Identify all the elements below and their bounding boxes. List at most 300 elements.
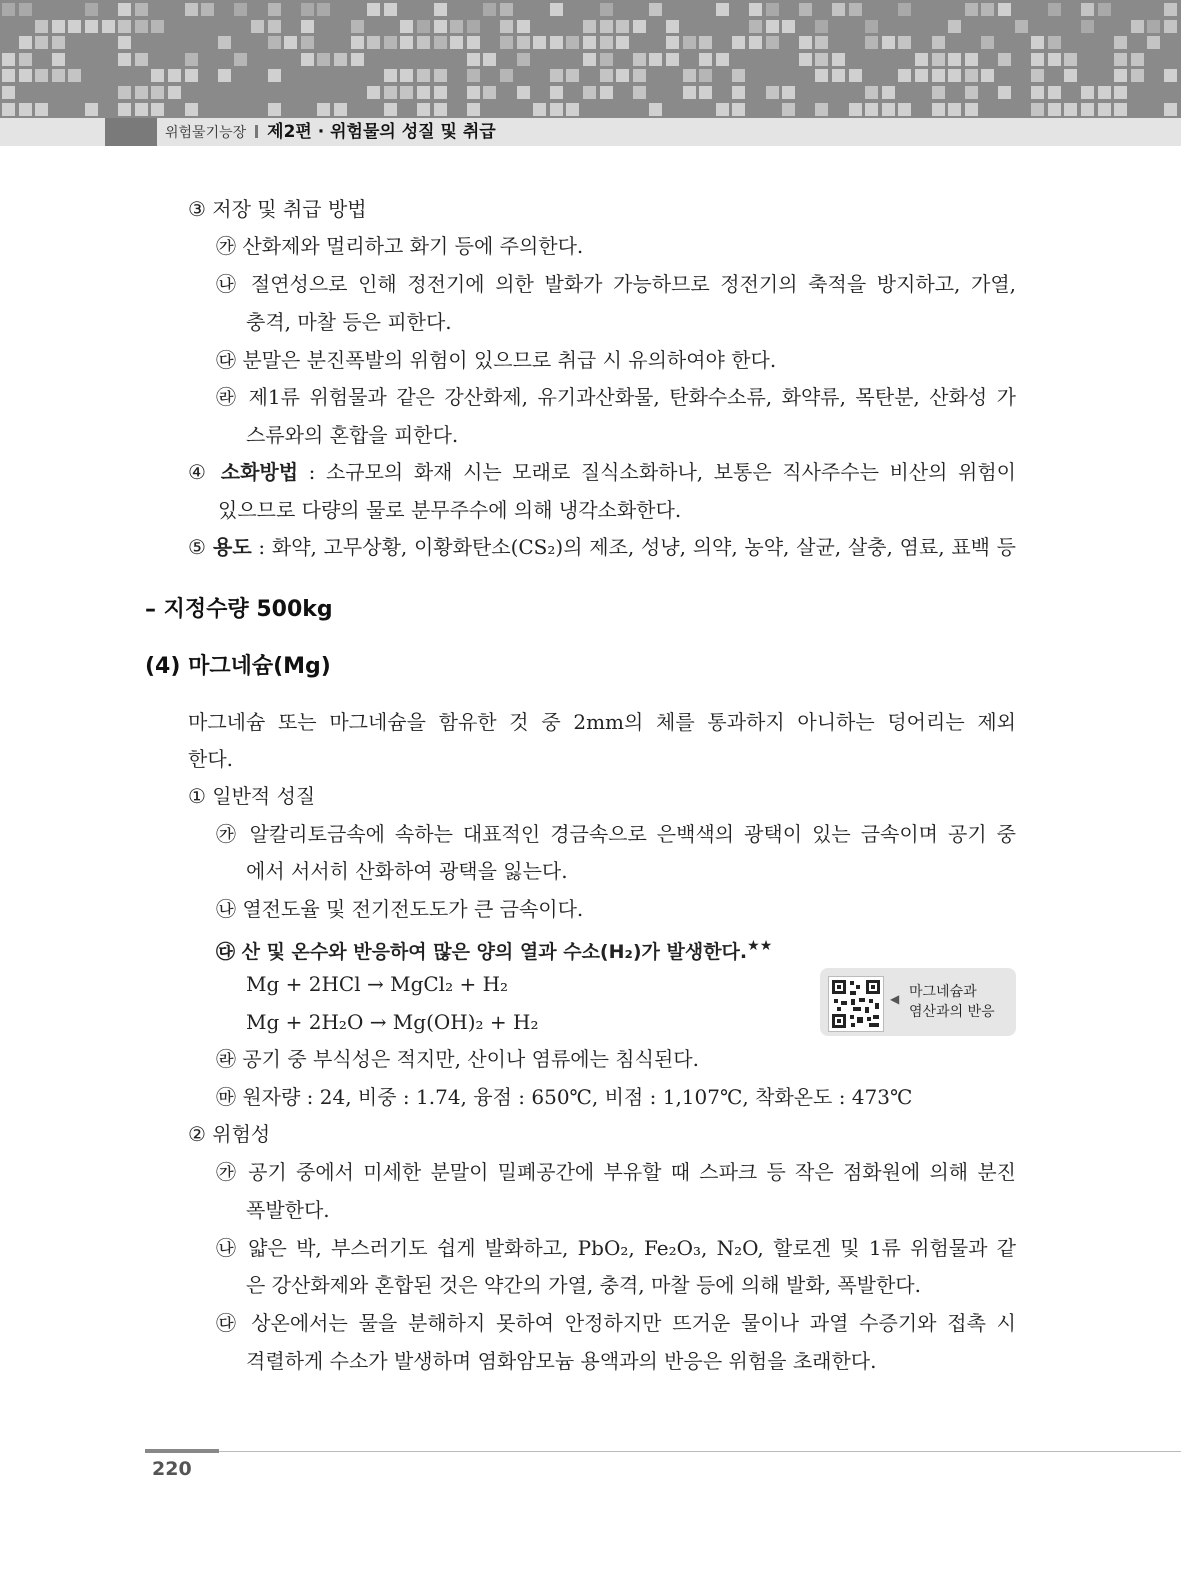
header-pattern-tile [1164,20,1177,33]
header-pattern-tile [882,86,895,99]
header-pattern-tile [467,36,480,49]
header-pattern-tile [1031,69,1044,82]
header-pattern-tile [52,36,65,49]
header-pattern-tile [218,69,231,82]
header-pattern-tile [467,86,480,99]
magnesium-heading: (4) 마그네슘(Mg) [145,654,331,679]
header-pattern-tile [766,20,779,33]
header-pattern-tile [716,103,729,116]
header-pattern-tile [633,69,646,82]
header-pattern-tile [52,20,65,33]
header-pattern-tile [616,36,629,49]
header-pattern-tile [450,20,463,33]
header-pattern-tile [35,103,48,116]
header-pattern-tile [1064,69,1077,82]
header-pattern-tile [301,3,314,16]
properties-item-na: ㉯ 열전도율 및 전기전도도가 큰 금속이다. [216,897,584,921]
pointer-arrow-icon: ◀ [890,992,900,1006]
header-pattern [0,0,1181,120]
header-pattern-tile [633,86,646,99]
header-pattern-tile [1031,53,1044,66]
header-pattern-tile [201,3,214,16]
header-pattern-tile [500,36,513,49]
header-pattern-tile [965,53,978,66]
header-pattern-tile [616,69,629,82]
usage-line [188,533,1016,561]
header-pattern-tile [782,86,795,99]
header-pattern-tile [782,103,795,116]
header-pattern-tile [135,103,148,116]
header-pattern-tile [948,20,961,33]
storage-item-da: ㉰ 분말은 분진폭발의 위험이 있으므로 취급 시 유의하여야 한다. [216,348,777,372]
header-pattern-tile [1164,69,1177,82]
header-pattern-tile [600,36,613,49]
section-title: 저장 및 취급 방법 [212,197,367,221]
magnesium-intro-line2: 한다. [188,747,233,771]
header-pattern-tile [616,20,629,33]
header-pattern-tile [699,86,712,99]
header-pattern-tile [434,36,447,49]
header-pattern-tile [135,53,148,66]
header-pattern-tile [683,36,696,49]
header-pattern-tile [898,3,911,16]
header-pattern-tile [566,103,579,116]
header-pattern-tile [268,69,281,82]
header-pattern-tile [583,53,596,66]
header-pattern-tile [898,103,911,116]
header-pattern-tile [400,69,413,82]
header-pattern-tile [815,36,828,49]
hazard-item-ga-line2: 폭발한다. [246,1198,330,1222]
equation-water: Mg + 2H₂O → Mg(OH)₂ + H₂ [246,1010,539,1034]
header-pattern-tile [185,103,198,116]
header-pattern-tile [467,53,480,66]
header-pattern-tile [948,103,961,116]
header-pattern-tile [1081,103,1094,116]
header-pattern-tile [185,3,198,16]
header-pattern-tile [483,86,496,99]
header-pattern-tile [384,69,397,82]
header-pattern-tile [268,36,281,49]
header-pattern-tile [1081,3,1094,16]
header-pattern-tile [815,69,828,82]
header-pattern-tile [666,53,679,66]
storage-item-na-line1: ㉯ 절연성으로 인해 정전기에 의한 발화가 가능하므로 정전기의 축적을 방지하고, 가열, [216,272,1016,296]
footer-accent [145,1449,219,1453]
header-pattern-tile [815,20,828,33]
header-pattern-tile [915,69,928,82]
header-pattern-tile [550,69,563,82]
header-pattern-tile [932,53,945,66]
header-pattern-tile [998,3,1011,16]
header-pattern-tile [334,103,347,116]
header-pattern-tile [351,20,364,33]
hazard-item-da-line1: ㉰ 상온에서는 물을 분해하지 못하여 안정하지만 뜨거운 물이나 과열 수증기와 접촉 시 [216,1311,1016,1335]
section-number: ③ [188,197,206,221]
header-pattern-tile [500,3,513,16]
header-pattern-tile [52,69,65,82]
header-pattern-tile [600,3,613,16]
header-pattern-tile [218,36,231,49]
header-pattern-tile [1015,20,1028,33]
properties-item-ga-line2: 에서 서서히 산화하여 광택을 잃는다. [246,859,568,883]
header-pattern-tile [666,36,679,49]
header-pattern-tile [35,36,48,49]
header-pattern-tile [981,69,994,82]
header-pattern-tile [151,103,164,116]
section-storage-heading [188,195,367,223]
header-pattern-tile [1048,103,1061,116]
header-pattern-tile [832,69,845,82]
header-pattern-tile [799,36,812,49]
header-pattern-tile [384,86,397,99]
header-pattern-tile [600,53,613,66]
header-pattern-tile [699,36,712,49]
header-pattern-tile [417,20,430,33]
magnesium-intro-line1: 마그네슘 또는 마그네슘을 함유한 것 중 2mm의 체를 통과하지 아니하는 덩어리는 제외 [188,710,1016,734]
header-pattern-tile [185,69,198,82]
header-pattern-tile [2,69,15,82]
header-pattern-tile [118,3,131,16]
header-pattern-tile [633,20,646,33]
header-pattern-tile [185,53,198,66]
header-pattern-tile [898,69,911,82]
header-pattern-tile [85,3,98,16]
header-pattern-tile [317,53,330,66]
equation-hcl: Mg + 2HCl → MgCl₂ + H₂ [246,972,509,996]
header-pattern-tile [102,20,115,33]
header-pattern-tile [1164,3,1177,16]
header-pattern-tile [948,69,961,82]
header-pattern-tile [1064,53,1077,66]
header-pattern-tile [19,103,32,116]
properties-item-da [216,932,772,966]
storage-item-ga: ㉮ 산화제와 멀리하고 화기 등에 주의한다. [216,234,584,258]
importance-stars: ★★ [747,938,773,954]
header-pattern-tile [19,36,32,49]
header-pattern-tile [766,3,779,16]
storage-item-ra-line2: 스류와의 혼합을 피한다. [246,423,459,447]
header-pattern-tile [932,103,945,116]
header-pattern-tile [85,103,98,116]
header-pattern-tile [301,53,314,66]
header-pattern-tile [52,53,65,66]
header-pattern-tile [517,86,530,99]
header-pattern-tile [317,103,330,116]
header-pattern-tile [649,3,662,16]
running-header [165,121,496,144]
header-pattern-tile [716,53,729,66]
header-pattern-tile [268,103,281,116]
header-pattern-tile [965,103,978,116]
header-pattern-tile [732,36,745,49]
header-pattern-tile [749,36,762,49]
header-pattern-tile [699,69,712,82]
usage-label: 용도 [213,535,252,559]
header-pattern-tile [334,53,347,66]
header-pattern-tile [483,53,496,66]
header-pattern-tile [832,53,845,66]
header-pattern-tile [566,69,579,82]
header-pattern-tile [583,36,596,49]
properties-item-ra: ㉱ 공기 중 부식성은 적지만, 산이나 염류에는 침식된다. [216,1047,699,1071]
header-pattern-tile [1098,3,1111,16]
header-pattern-tile [882,103,895,116]
header-pattern-tile [799,3,812,16]
header-pattern-tile [1098,103,1111,116]
header-pattern-tile [1048,3,1061,16]
hazard-item-ga-line1: ㉮ 공기 중에서 미세한 분말이 밀폐공간에 부유할 때 스파크 등 작은 점화원에 의해 분진 [216,1160,1016,1184]
header-pattern-tile [2,86,15,99]
header-pattern-tile [517,53,530,66]
header-pattern-tile [168,69,181,82]
header-pattern-tile [268,20,281,33]
header-pattern-tile [583,86,596,99]
header-pattern-tile [1114,53,1127,66]
header-pattern-tile [400,36,413,49]
header-pattern-tile [1114,86,1127,99]
header-pattern-tile [1147,36,1160,49]
header-pattern-tile [732,69,745,82]
header-pattern-tile [400,20,413,33]
header-pattern-tile [716,3,729,16]
header-pattern-tile [998,53,1011,66]
header-pattern-tile [533,103,546,116]
header-pattern-tile [85,20,98,33]
header-pattern-tile [766,36,779,49]
header-pattern-tile [965,3,978,16]
header-pattern-tile [815,53,828,66]
header-pattern-tile [1114,69,1127,82]
properties-item-ma: ㉲ 원자량 : 24, 비중 : 1.74, 융점 : 650℃, 비점 : 1,107℃, 착화온도 : 473℃ [216,1085,913,1109]
section-title: 일반적 성질 [212,784,316,808]
header-separator [255,125,258,138]
header-pattern-tile [882,36,895,49]
header-pattern-tile [301,20,314,33]
header-pattern-tile [384,103,397,116]
header-pattern-tile [500,69,513,82]
header-pattern-tile [1031,103,1044,116]
header-pattern-tile [732,86,745,99]
header-pattern-tile [932,36,945,49]
storage-item-ra-line1: ㉱ 제1류 위험물과 같은 강산화제, 유기과산화물, 탄화수소류, 화약류, 목탄분, 산화성 가 [216,385,1016,409]
header-pattern-tile [865,103,878,116]
header-pattern-tile [467,69,480,82]
general-properties-heading [188,782,315,810]
header-pattern-tile [135,3,148,16]
properties-item-ga-line1: ㉮ 알칼리토금속에 속하는 대표적인 경금속으로 은백색의 광택이 있는 금속이며 공기 중 [216,822,1016,846]
header-pattern-tile [965,86,978,99]
header-pattern-tile [932,69,945,82]
section-number: ① [188,784,206,808]
header-pattern-tile [367,86,380,99]
header-pattern-tile [1064,103,1077,116]
designated-quantity: – 지정수량 500kg [145,597,333,622]
header-pattern-tile [1131,53,1144,66]
header-pattern-tile [234,3,247,16]
footer-rule [145,1451,1181,1452]
header-pattern-tile [434,20,447,33]
hazard-item-na-line2: 은 강산화제와 혼합된 것은 약간의 가열, 충격, 마찰 등에 의해 발화, 폭발한다. [246,1273,921,1297]
qr-label-line1: 마그네슘과 [909,984,977,1000]
header-pattern-tile [633,53,646,66]
extinguishing-text: : 소규모의 화재 시는 모래로 질식소화하나, 보통은 직사주수는 비산의 위험이 [298,460,1016,484]
header-pattern-tile [1114,36,1127,49]
header-pattern-tile [351,36,364,49]
header-pattern-tile [649,103,662,116]
header-pattern-tile [68,20,81,33]
header-pattern-tile [1164,103,1177,116]
header-pattern-tile [1081,20,1094,33]
header-pattern-tile [118,20,131,33]
qr-code-icon[interactable] [828,976,884,1032]
header-pattern-tile [981,3,994,16]
header-pattern-tile [467,103,480,116]
header-pattern-tile [35,20,48,33]
header-pattern-tile [118,86,131,99]
qr-label-line2: 염산과의 반응 [909,1004,995,1020]
header-pattern-tile [981,36,994,49]
header-pattern-tile [749,20,762,33]
header-pattern-tile [1131,69,1144,82]
header-pattern-tile [1147,20,1160,33]
page-number: 220 [152,1458,192,1480]
qr-reference-box[interactable] [820,968,1016,1036]
header-pattern-tile [135,20,148,33]
header-pattern-tile [151,20,164,33]
header-pattern-tile [2,53,15,66]
header-pattern-tile [583,20,596,33]
header-pattern-tile [168,86,181,99]
header-pattern-tile [915,53,928,66]
header-pattern-tile [19,53,32,66]
header-pattern-tile [550,36,563,49]
section-number: ④ [188,460,211,484]
header-pattern-tile [35,69,48,82]
header-pattern-tile [118,36,131,49]
header-pattern-tile [1131,20,1144,33]
section-number: ② [188,1122,206,1146]
header-pattern-tile [600,69,613,82]
header-pattern-tile [600,86,613,99]
header-pattern-tile [699,53,712,66]
hazard-item-da-line2: 격렬하게 수소가 발생하며 염화암모늄 용액과의 반응은 위험을 초래한다. [246,1349,877,1373]
extinguishing-label: 소화방법 [220,460,299,484]
header-pattern-tile [417,86,430,99]
header-pattern-tile [118,53,131,66]
header-pattern-tile [865,86,878,99]
header-pattern-tile [566,36,579,49]
header-pattern-tile [151,69,164,82]
header-pattern-tile [965,69,978,82]
header-pattern-tile [865,36,878,49]
header-pattern-tile [1098,86,1111,99]
header-pattern-tile [550,86,563,99]
qr-label[interactable] [909,982,1009,1022]
header-pattern-tile [1114,103,1127,116]
book-title: 위험물기능장 [165,125,247,141]
header-pattern-tile [417,69,430,82]
header-pattern-tile [317,3,330,16]
header-pattern-tile [683,86,696,99]
header-pattern-tile [550,103,563,116]
header-pattern-tile [815,103,828,116]
header-pattern-tile [135,86,148,99]
header-pattern-tile [19,69,32,82]
header-pattern-tile [467,20,480,33]
header-pattern-tile [234,53,247,66]
header-pattern-tile [666,20,679,33]
hazard-item-na-line1: ㉯ 얇은 박, 부스러기도 쉽게 발화하고, PbO₂, Fe₂O₃, N₂O, 할로겐 및 1류 위험물과 같 [216,1236,1016,1260]
header-pattern-tile [550,3,563,16]
header-pattern-tile [517,20,530,33]
section-title: 위험성 [212,1122,271,1146]
header-pattern-tile [384,3,397,16]
header-pattern-tile [998,86,1011,99]
header-pattern-tile [450,36,463,49]
header-pattern-tile [1081,86,1094,99]
usage-text: : 화약, 고무상황, 이황화탄소(CS₂)의 제조, 성냥, 의약, 농약, 살균, 살충, 염료, 표백 등 [251,535,1017,559]
header-pattern-tile [367,36,380,49]
header-pattern-tile [898,36,911,49]
header-pattern-tile [400,86,413,99]
section-number: ⑤ [188,535,207,559]
header-pattern-tile [782,20,795,33]
extinguishing-line2: 있으므로 다량의 물로 분무주수에 의해 냉각소화한다. [218,498,682,522]
header-pattern-tile [417,103,430,116]
header-pattern-tile [483,3,496,16]
header-pattern-tile [351,53,364,66]
header-pattern-tile [434,86,447,99]
header-pattern-tile [1048,86,1061,99]
header-pattern-tile [417,36,430,49]
header-pattern-tile [533,36,546,49]
header-pattern-tile [799,53,812,66]
header-pattern-tile [1031,86,1044,99]
header-pattern-tile [865,20,878,33]
header-pattern-tile [68,69,81,82]
header-pattern-tile [268,3,281,16]
header-pattern-tile [19,3,32,16]
header-pattern-tile [849,103,862,116]
header-pattern-tile [1048,36,1061,49]
header-pattern-tile [832,3,845,16]
header-pattern-tile [367,3,380,16]
header-pattern-tile [849,69,862,82]
header-pattern-tile [284,36,297,49]
storage-item-na-line2: 충격, 마찰 등은 피한다. [246,310,452,334]
header-pattern-tile [732,103,745,116]
header-pattern-tile [434,3,447,16]
header-pattern-tile [2,103,15,116]
header-pattern-tile [932,86,945,99]
header-pattern-tile [683,69,696,82]
header-pattern-tile [600,20,613,33]
header-pattern-tile [649,53,662,66]
extinguishing-line1 [188,458,1016,486]
header-pattern-tile [384,36,397,49]
header-pattern-tile [2,3,15,16]
header-pattern-tile [948,53,961,66]
header-pattern-tile [434,103,447,116]
header-pattern-tile [517,36,530,49]
chapter-title: 제2편 · 위험물의 성질 및 취급 [267,122,496,142]
header-pattern-tile [1048,53,1061,66]
header-pattern-tile [301,36,314,49]
header-pattern-tile [849,3,862,16]
header-accent-block [105,118,157,146]
header-pattern-tile [766,86,779,99]
